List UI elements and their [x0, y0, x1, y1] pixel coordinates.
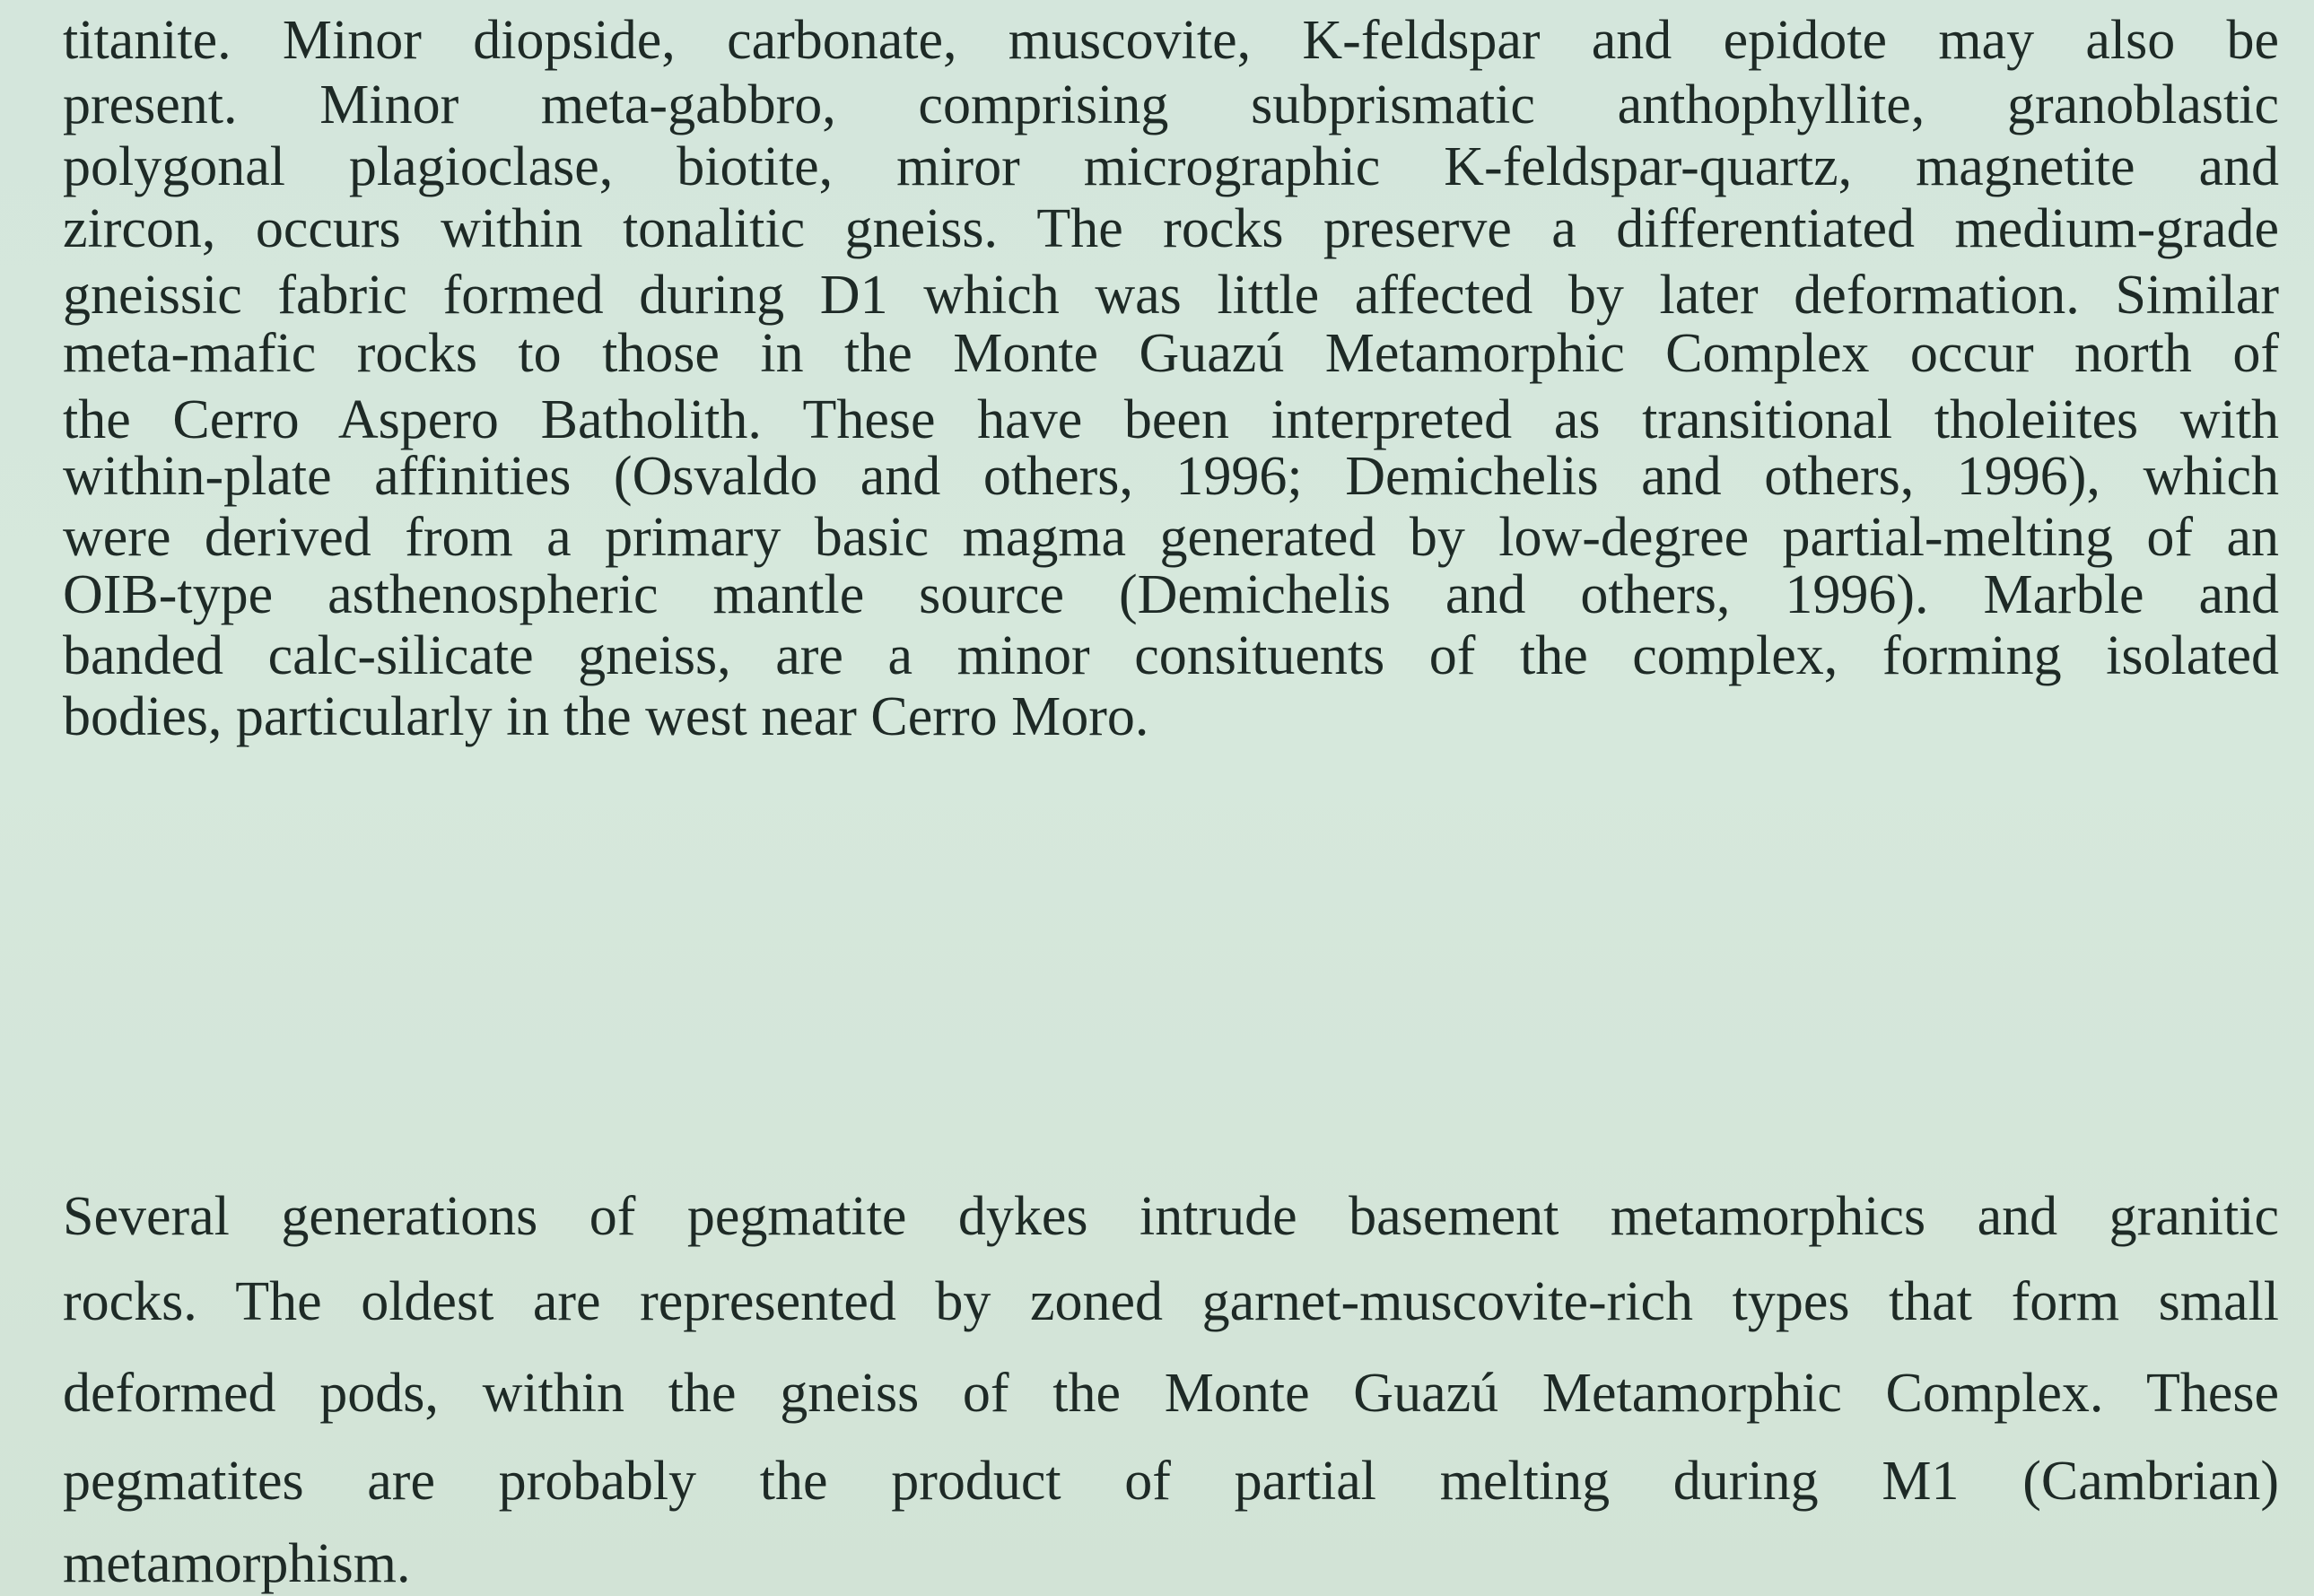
text-line: present. Minor meta-gabbro, comprising subprismatic anthophyllite, granoblastic [63, 74, 2279, 135]
text-line: gneissic fabric formed during D1 which was little affected by later deformation. Similar [63, 265, 2279, 326]
text-line: meta-mafic rocks to those in the Monte Guazú Metamorphic Complex occur north of [63, 323, 2279, 384]
text-line: metamorphism. [63, 1533, 411, 1594]
text-line: were derived from a primary basic magma generated by low-degree partial-melting of an [63, 507, 2279, 568]
text-line: deformed pods, within the gneiss of the Monte Guazú Metamorphic Complex. These [63, 1363, 2279, 1424]
text-line: banded calc-silicate gneiss, are a minor consituents of the complex, forming isolated [63, 625, 2279, 686]
text-line: zircon, occurs within tonalitic gneiss. The rocks preserve a differentiated medium-grade [63, 198, 2279, 259]
text-line: within-plate affinities (Osvaldo and others, 1996; Demichelis and others, 1996), which [63, 446, 2279, 507]
text-line: OIB-type asthenospheric mantle source (Demichelis and others, 1996). Marble and [63, 564, 2279, 625]
text-line: rocks. The oldest are represented by zoned garnet-muscovite-rich types that form small [63, 1271, 2279, 1332]
text-line: Several generations of pegmatite dykes intrude basement metamorphics and granitic [63, 1186, 2279, 1247]
text-line: polygonal plagioclase, biotite, miror micrographic K-feldspar-quartz, magnetite and [63, 136, 2279, 197]
text-line: pegmatites are probably the product of partial melting during M1 (Cambrian) [63, 1451, 2279, 1512]
text-line: the Cerro Aspero Batholith. These have been interpreted as transitional tholeiites with [63, 389, 2279, 450]
text-line: titanite. Minor diopside, carbonate, muscovite, K-feldspar and epidote may also be [63, 10, 2279, 71]
text-line: bodies, particularly in the west near Cerro Moro. [63, 686, 1149, 747]
